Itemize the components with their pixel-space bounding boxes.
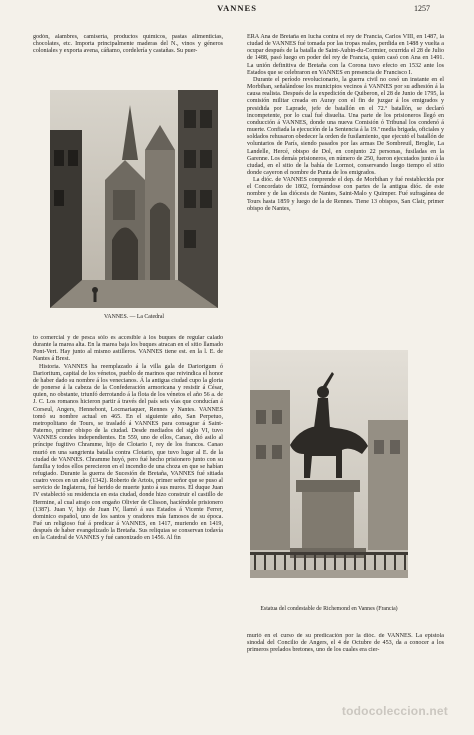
statue-illustration (250, 350, 408, 578)
right-column-top-text (247, 34, 444, 348)
statue-caption: Estatua del condestable de Richemond en Vannes (Francia) (260, 606, 398, 612)
cathedral-illustration (50, 90, 218, 308)
richemond-statue-photo (250, 350, 408, 578)
paragraph: ERA Ana de Bretaña en lucha contra el rey de Francia, Carlos VIII, en 1487, la ciudad de VANNES fué tomada por las tropas reales, perdida en 1488 y vuelta a ocupar después de la batalla de Saint-Aubin-du-Cormier, ocurrida el 28 de Julio de 1488, pasó luego en poder del rey de Francia, quien casó con Ana en 1491. La unión definitiva de Bretaña con la Corona tuvo efecto en 1532 ante los Estados que se celebraron en VANNES en presencia de Francisco I. (247, 34, 444, 76)
left-column-top-text (33, 34, 223, 72)
paragraph: to comercial y de pesca sólo es accesible á los buques de regular calado durante la marea alta. En la marea baja los buques atracan en el sitio llamado Pont-Vert. Hay junto al mismo astilleros. VANNES tiene est. en la l. E. de Nantes á Brest. (33, 335, 223, 363)
paragraph: Durante el período revolucionario, la guerra civil no cesó un instante en el Morbihan, señalándose los municipios vecinos á VANNES por su adhesión á la causa realista. Después de la expedición de Quiberon, el 28 de Junio de 1795, la comisión militar creada en Auray con el fin de juzgar á los emigrados y presidida por Laprade, jefe de batallón en el 72.º batallón, se declaró incompetente, por lo cual fué disuelta. Una parte de los prisioneros llegó en conducción á VANNES, donde una nueva Comisión ó Tribunal los condenó á muerte. Confiada la ejecución de la Sentencia á la 19.ª media brigada, oficiales y soldados rehusaron obedecer la orden de fusilamiento, que ejecutó el batallón de voluntarios de París, siendo pasados por las armas De Sombreuil, Broglie, La Landelle, Hercé, obispo de Dol, en conjunto 22 personas, fusiladas en la Garenne. Los demás prisioneros, en número de 250, fueron ejecutados junto á la ciudad, en el sitio de la bahía de Lormot, conservando luego tiempo el sitio donde cayeron el nombre de Punta de los emigrados. (247, 76, 444, 176)
watermark-logo: todocoleccion.net (341, 704, 448, 718)
cathedral-caption: VANNES. — La Catedral (103, 314, 165, 320)
paragraph: La dióc. de VANNES comprende el dep. de Morbihan y fué restablecida por el Concordato de 1802, formándose con partes de la antigua dióc. de este nombre y de las diócesis de Nantes, Saint-Malo y Quimper. Fué sufragánea de Tours hasta 1859 y luego de la de Rennes. Tiene 13 obispos, San Clair, primer obispo de Nantes, (247, 177, 444, 212)
history-paragraph: Historia. VANNES ha reemplazado á la villa gala de Dariorigum ó Darioritum, capital de los vénetos, pueblo de marinos que reivindica el honor de haber dado su nombre á los venecianos. Á la antigua ciudad cupo la gloria de ponerse á la cabeza de la Confederación armoricana y resistir á César, quien, no obstante, triunfó derrotando á la flota de los vénetos el año 56 a. de J. C. Los romanos hicieron partir á través del país seis vías que conducían á Corseul, Angers, Hennebont, Locmariaquer, Rennes y Nantes. VANNES tomó su nombre actual en 465. En el siguiente año, San Perpetuo, metropolitano de Tours, se trasladó á VANNES para consagrar á Saint-Paterno, primer obispo de la ciudad. Desde mediados del siglo VI, tuvo VANNES condes independientes. En 559, uno de ellos, Canao, dió asilo al príncipe fugitivo Chramme, hijo de Clotario I, rey de los francos. Canao murió en una sangrienta batalla contra Clotario, que tuvo lugar al E. de la ciudad de VANNES. Chramme huyó, pero fué hecho prisionero junto con su familia y todos ellos perecieron en el incendio de una choza en que se habían refugiado. Durante la guerra de Sucesión de Bretaña, VANNES fué sitiada cuatro veces en un año (1342). Roberto de Artois, primer señor que se puso al servicio de Inglaterra, fué herido de muerte junto á sus muros. El duque Juan IV estableció su residencia en esta ciudad, donde hizo construir el castillo de Hermine, al cual atrajo con engaño Olivier de Clisson, haciéndole prisionero (1387). Juan V, hijo de Juan IV, llamó á sus Estados á Vicente Ferrer, dominico español, uno de los santos y oradores más famosos de su época. Fué un religioso fué á predicar á VANNES, en 1417, muriendo en 1419, después de haber evangelizado la Bretaña. Sus reliquias se conservan todavía en la Catedral de VANNES y fué canonizado en 1456. Al fin (33, 363, 223, 542)
page-number: 1257 (414, 4, 430, 13)
running-header (40, 3, 434, 15)
page-title: VANNES (217, 3, 257, 13)
paragraph: murió en el curso de su predicación por la dióc. de VANNES. La epístola sinodal del Concilio de Angers, el 4 de Octubre de 453, da a conocer a los primeros prelados bretones, uno de los cuales era cier- (247, 633, 444, 654)
cathedral-photo (50, 90, 218, 308)
left-column-bottom-text (33, 335, 223, 723)
paragraph: godón, alambres, camisería, productos químicos, pastas alimenticias, chocolates, etc. Importa principalmente maderas del N., vinos y géneros coloniales y exporta avena, cáñamo, cordelería y castañas. Su puer- (33, 34, 223, 55)
